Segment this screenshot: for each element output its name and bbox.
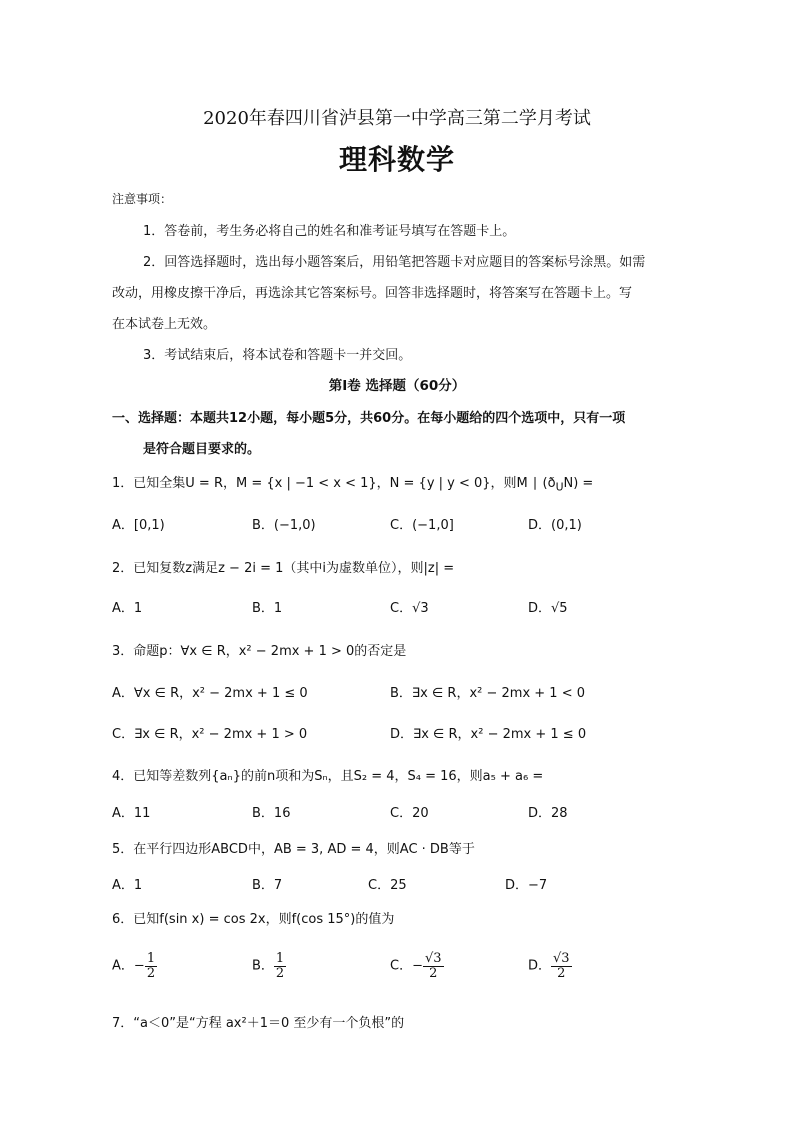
- question-2-option-d: D．√5: [528, 601, 568, 616]
- option-label: C．: [390, 958, 413, 974]
- question-1-option-c: C．(−1,0]: [390, 518, 454, 533]
- fraction: [551, 952, 572, 980]
- question-4-option-c: C．20: [390, 806, 429, 821]
- question-3-option-c: C．∃x ∈ R，x² − 2mx + 1 > 0: [112, 727, 308, 742]
- numerator: √3: [553, 951, 570, 966]
- question-3-option-d: D．∃x ∈ R，x² − 2mx + 1 ≤ 0: [390, 727, 587, 742]
- question-4-option-b: B．16: [252, 806, 291, 821]
- question-5-option-d: D．−7: [505, 878, 548, 893]
- question-3-option-b: B．∃x ∈ R，x² − 2mx + 1 < 0: [390, 686, 585, 701]
- question-4-option-d: D．28: [528, 806, 568, 821]
- option-label: A．: [112, 958, 134, 974]
- numerator: 1: [275, 951, 285, 966]
- notice-item-2-line-3: 在本试卷上无效。: [112, 317, 217, 332]
- exam-subject: 理科数学: [338, 143, 455, 176]
- denominator: 2: [557, 965, 566, 981]
- question-1-stem: 1．已知全集U = R，M = {x | −1 < x < 1}，N = {y | y < 0}，则M ∣ $(ð_UN)$ =: [112, 476, 594, 494]
- notice-item-2-line-1: 2．回答选择题时，选出每小题答案后，用铅笔把答题卡对应题目的答案标号涂黑。如需: [143, 255, 646, 270]
- question-5-stem: 5．在平行四边形ABCD中，AB = 3, AD = 4，则AC · DB等于: [112, 842, 475, 857]
- notice-item-3: 3．考试结束后，将本试卷和答题卡一并交回。: [143, 348, 412, 363]
- question-6-option-d: [528, 952, 572, 980]
- minus-sign: −: [412, 958, 423, 974]
- question-1-option-b: B．(−1,0): [252, 518, 316, 533]
- section-instruction-line-1: 一、选择题：本题共12小题，每小题5分，共60分。在每小题给的四个选项中，只有一项: [112, 411, 626, 426]
- section-heading: 第Ⅰ卷 选择题（60分）: [328, 378, 466, 394]
- fraction: [145, 952, 157, 980]
- question-3-option-a: A．∀x ∈ R，x² − 2mx + 1 ≤ 0: [112, 686, 308, 701]
- question-6-option-c: [390, 952, 444, 980]
- minus-sign: −: [133, 958, 145, 974]
- option-label: D．: [528, 958, 552, 974]
- question-7-stem: 7．“a＜0”是“方程 ax²＋1＝0 至少有一个负根”的: [112, 1016, 405, 1031]
- denominator: 2: [146, 965, 156, 981]
- question-5-option-b: B．7: [252, 878, 283, 893]
- notice-item-2-line-2: 改动，用橡皮擦干净后，再选涂其它答案标号。回答非选择题时，将答案写在答题卡上。写: [112, 286, 633, 301]
- question-4-stem: 4．已知等差数列{aₙ}的前n项和为Sₙ，且S₂ = 4，S₄ = 16，则a₅ + a₆ =: [112, 769, 544, 784]
- question-6-stem: 6．已知f(sin x) = cos 2x，则f(cos 15°)的值为: [112, 912, 395, 927]
- notice-label: 注意事项：: [112, 192, 173, 206]
- denominator: 2: [275, 965, 285, 981]
- question-5-option-c: C．25: [368, 878, 407, 893]
- question-2-option-b: B．1: [252, 601, 283, 616]
- question-4-option-a: A．11: [112, 806, 151, 821]
- question-3-stem: 3．命题p：∀x ∈ R，x² − 2mx + 1 > 0的否定是: [112, 644, 407, 659]
- section-instruction-line-2: 是符合题目要求的。: [143, 442, 261, 457]
- question-6-option-b: [252, 952, 286, 980]
- question-1-option-a: A．[0,1): [112, 518, 165, 533]
- option-label: B．: [252, 958, 274, 974]
- fraction: [274, 952, 286, 980]
- question-6-option-a: [112, 952, 157, 980]
- question-5-option-a: A．1: [112, 878, 143, 893]
- numerator: √3: [424, 951, 442, 966]
- notice-item-1: 1．答卷前，考生务必将自己的姓名和准考证号填写在答题卡上。: [143, 224, 516, 239]
- exam-title: 2020年春四川省泸县第一中学高三第二学月考试: [203, 108, 591, 129]
- fraction: [423, 952, 444, 980]
- question-2-option-a: A．1: [112, 601, 143, 616]
- question-2-option-c: C．√3: [390, 601, 429, 616]
- question-2-stem: 2．已知复数z满足z − 2i = 1（其中i为虚数单位），则|z| =: [112, 561, 455, 576]
- denominator: 2: [429, 965, 438, 981]
- question-1-option-d: D．(0,1): [528, 518, 582, 533]
- numerator: 1: [146, 951, 156, 966]
